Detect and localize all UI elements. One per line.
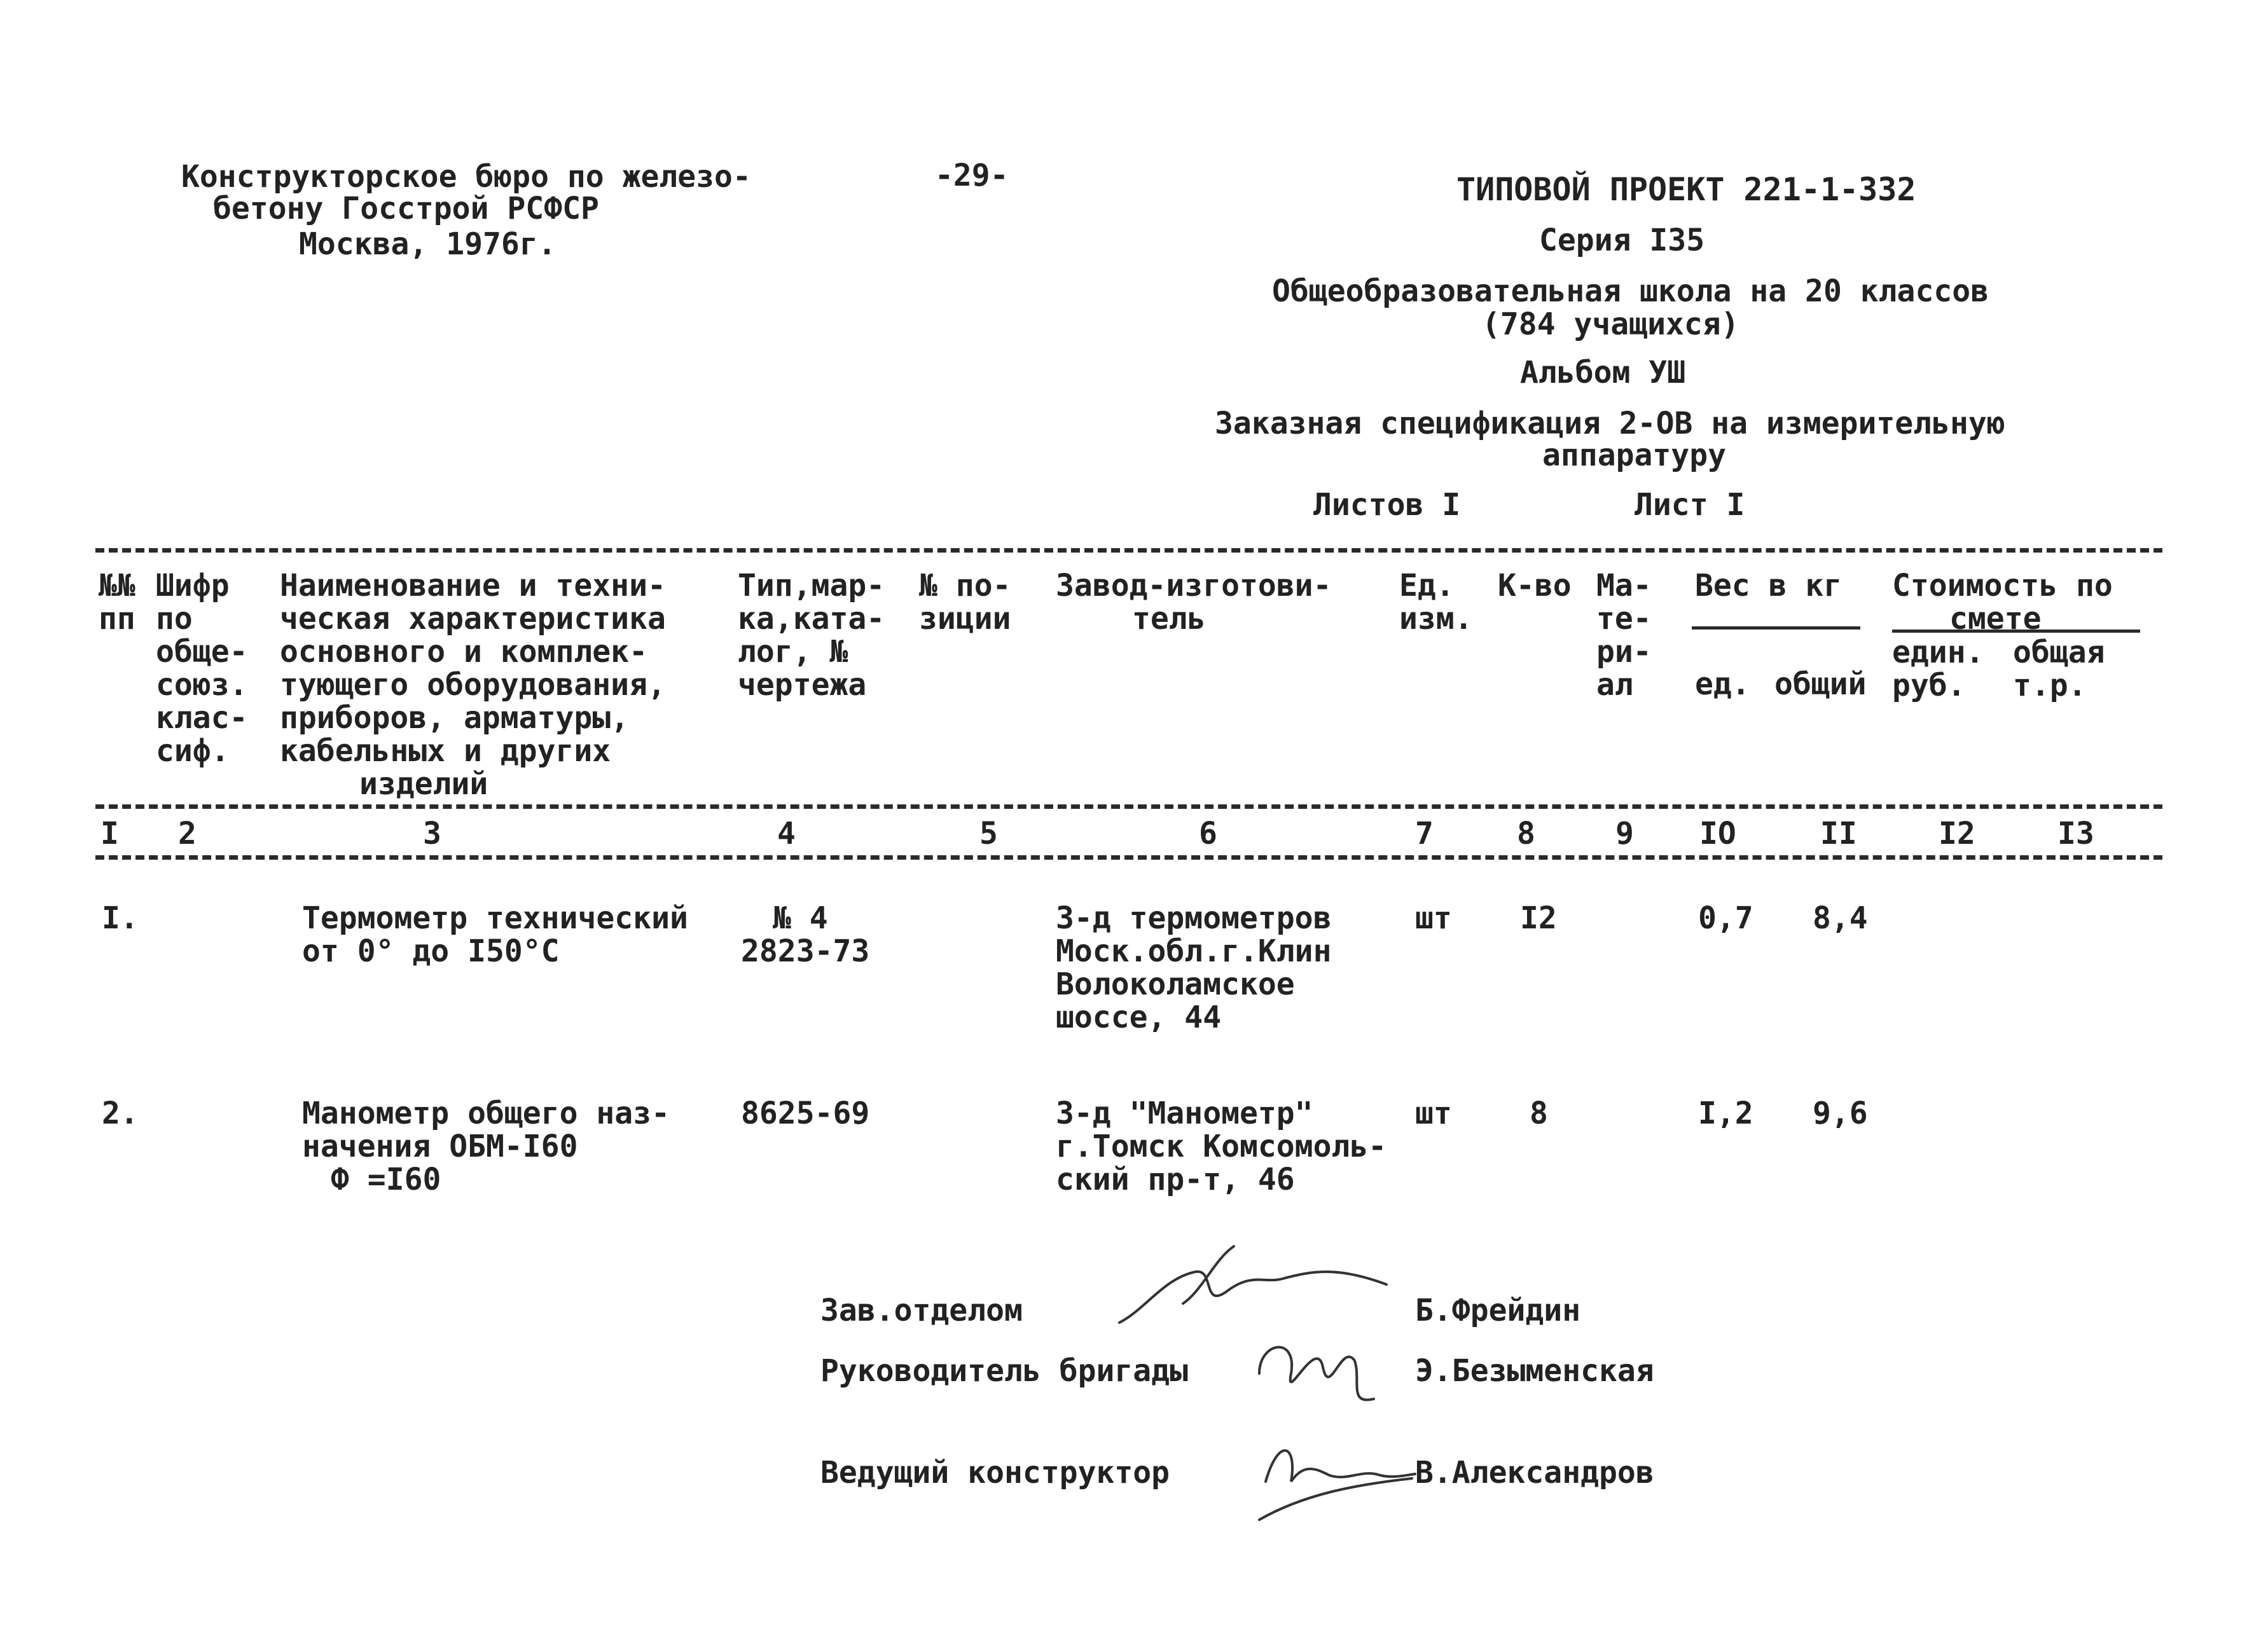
row-type: № 4 2823-73 (741, 900, 870, 969)
signature-name: Б.Фрейдин (1415, 1293, 1581, 1328)
colnum-bottom-line (95, 855, 2162, 860)
header-c6: Завод-изготови- тель (1056, 568, 1332, 637)
org-line-2: бетону Госстрой РСФСР (213, 191, 599, 226)
colnum-4: 4 (777, 816, 796, 851)
row-name: Термометр технический от 0° до I50°С (302, 900, 688, 969)
colnum-1: I (100, 816, 119, 851)
colnum-11: II (1820, 816, 1857, 851)
colnum-6: 6 (1199, 816, 1217, 851)
row-name: Манометр общего наз- начения ОБМ-I60 Ф =I60 (302, 1096, 670, 1197)
weight-underline (1692, 626, 1860, 630)
colnum-13: I3 (2057, 816, 2094, 851)
colnum-2: 2 (178, 816, 197, 851)
colnum-9: 9 (1615, 816, 1634, 851)
row-unit: шт (1415, 1096, 1452, 1131)
album-label: Альбом УШ (1520, 355, 1686, 390)
row-qty: I2 (1520, 900, 1557, 936)
signature-role: Руководитель бригады (820, 1353, 1188, 1389)
colnum-8: 8 (1517, 816, 1535, 851)
header-cost: Стоимость по смете (1892, 568, 2113, 637)
row-weight-total: 8,4 (1813, 900, 1868, 936)
row-weight-total: 9,6 (1813, 1096, 1868, 1131)
signature-scribble (1253, 1424, 1418, 1526)
header-cost-total: общая т.р. (2013, 635, 2105, 703)
header-c2: Шифр по обще- союз. клас- сиф. (156, 568, 248, 769)
org-line-1: Конструкторское бюро по железо- (181, 159, 751, 195)
signature-name: Э.Безыменская (1415, 1353, 1654, 1389)
cost-underline (1892, 630, 2140, 633)
header-c8: К-во (1498, 568, 1572, 603)
table-top-line (95, 548, 2162, 553)
spec-title: Заказная спецификация 2-ОВ на измерительную (1215, 406, 2005, 441)
colnum-3: 3 (423, 816, 441, 851)
header-c3: Наименование и техни- ческая характеристика основного и комплек- тующего оборудования, приборов, арматуры, кабельных и других изделий (280, 568, 666, 802)
signature-role: Зав.отделом (820, 1293, 1023, 1328)
colnum-10: IO (1699, 816, 1736, 851)
row-type: 8625-69 (741, 1096, 870, 1131)
header-c1: №№ пп (99, 568, 135, 637)
signature-name: В.Александров (1415, 1455, 1654, 1490)
sheet-number: Лист I (1635, 487, 1745, 523)
header-cost-unit: един. руб. (1892, 635, 1984, 703)
row-qty: 8 (1530, 1096, 1548, 1131)
header-c5: № по- зиции (919, 568, 1011, 637)
spec-subtitle: аппаратуру (1542, 437, 1726, 473)
header-weight: Вес в кг (1695, 568, 1843, 603)
sheets-total: Листов I (1313, 487, 1461, 523)
colnum-5: 5 (979, 816, 998, 851)
header-c4: Тип,мар- ка,ката- лог, № чертежа (738, 568, 885, 703)
colnum-7: 7 (1415, 816, 1434, 851)
row-unit: шт (1415, 900, 1452, 936)
signature-role: Ведущий конструктор (820, 1455, 1170, 1490)
org-line-3: Москва, 1976г. (299, 226, 557, 262)
row-maker: З-д термометров Моск.обл.г.Клин Волоколамское шоссе, 44 (1056, 900, 1332, 1035)
series-label: Серия I35 (1539, 223, 1705, 258)
row-number: 2. (102, 1096, 139, 1131)
header-bottom-line (95, 804, 2162, 809)
row-weight-unit: 0,7 (1698, 900, 1753, 936)
colnum-12: I2 (1939, 816, 1975, 851)
row-maker: З-д "Манометр" г.Томск Комсомоль- ский пр-т, 46 (1056, 1096, 1387, 1197)
school-subtitle: (784 учащихся) (1482, 306, 1739, 342)
signature-scribble (1247, 1323, 1386, 1418)
header-c9: Ма- те- ри- ал (1596, 568, 1652, 703)
row-weight-unit: I,2 (1698, 1096, 1753, 1131)
header-weight-total: общий (1774, 666, 1867, 702)
header-weight-unit: ед. (1695, 666, 1750, 702)
header-c7: Ед. изм. (1399, 568, 1473, 637)
row-number: I. (102, 900, 139, 936)
school-title: Общеобразовательная школа на 20 классов (1272, 273, 1989, 309)
project-title: ТИПОВОЙ ПРОЕКТ 221-1-332 (1456, 171, 1916, 208)
page-number: -29- (935, 158, 1009, 193)
